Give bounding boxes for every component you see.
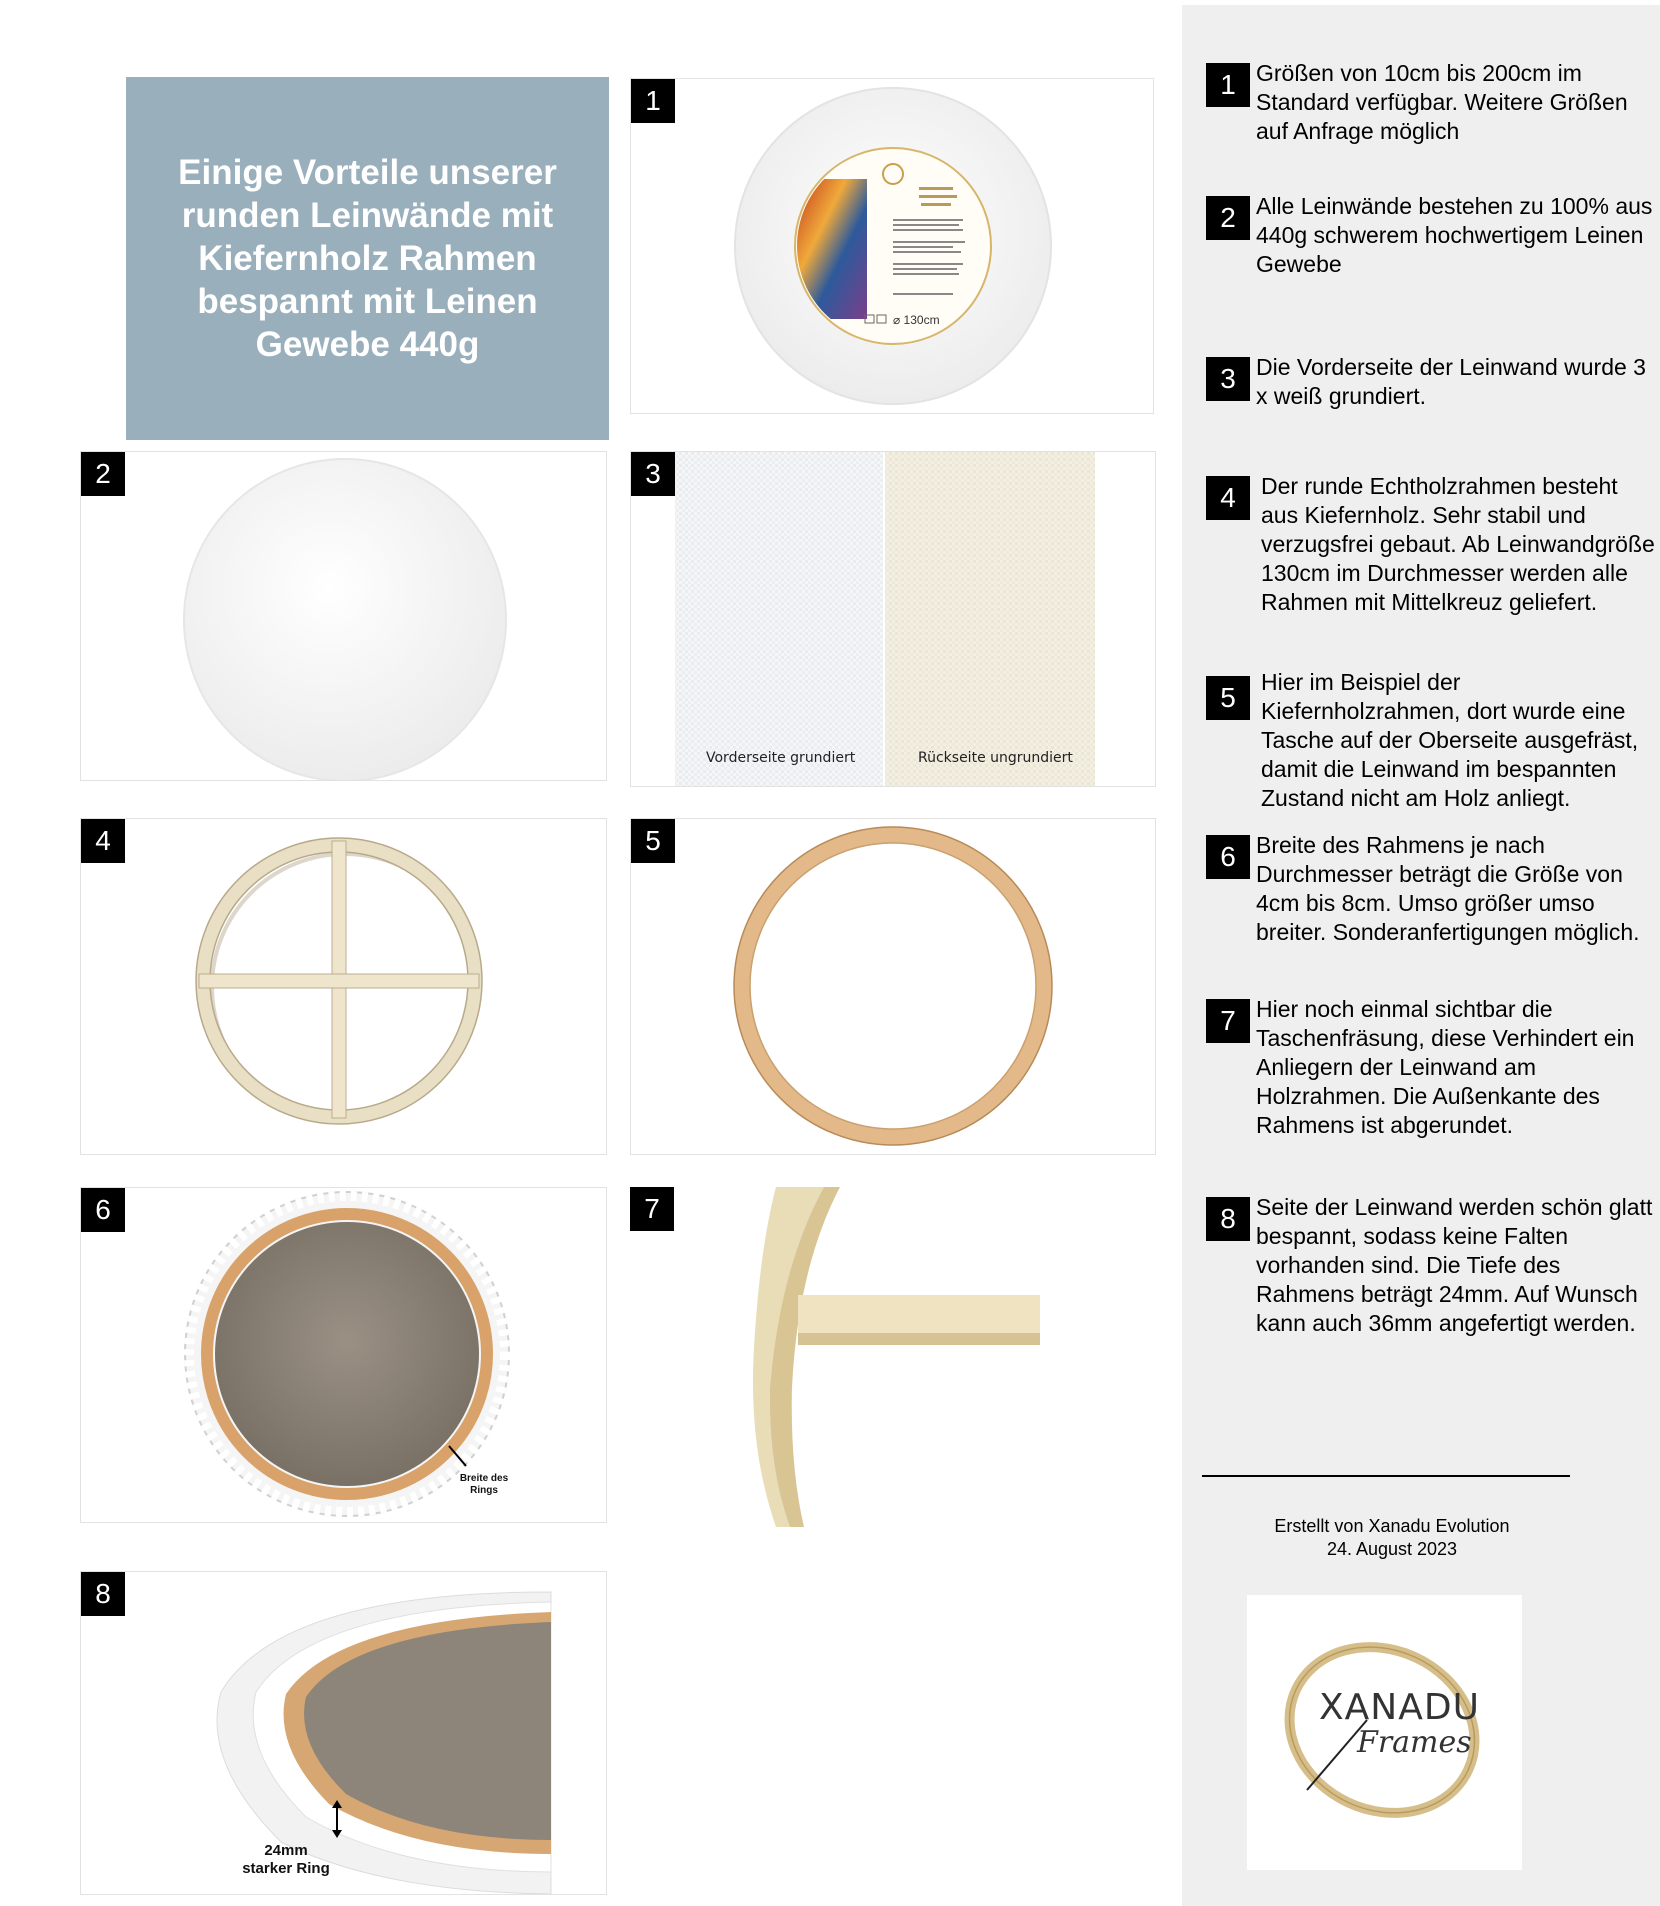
panel-4 bbox=[80, 818, 607, 1155]
panel-6 bbox=[80, 1187, 607, 1523]
sidebar-badge-8: 8 bbox=[1206, 1197, 1250, 1241]
round-canvas-front-image bbox=[81, 452, 607, 781]
sidebar-text-4: Der runde Echtholzrahmen besteht aus Kiefernholz. Sehr stabil und verzugsfrei gebaut. Ab Leinwandgröße 130cm im Durchmesser werden alle Rahmen mit Mittelkreuz geliefert. bbox=[1261, 473, 1655, 615]
created-date: 24. August 2023 bbox=[1326, 1539, 1458, 1559]
sidebar-badge-5: 5 bbox=[1206, 676, 1250, 720]
panel-2 bbox=[80, 451, 607, 781]
wooden-frame-with-cross-image bbox=[81, 819, 607, 1155]
badge-4: 4 bbox=[81, 819, 125, 863]
sidebar-badge-4: 4 bbox=[1206, 476, 1250, 520]
sidebar-text-2: Alle Leinwände bestehen zu 100% aus 440g schwerem hochwertigem Leinen Gewebe bbox=[1256, 193, 1653, 277]
intro-text: Einige Vorteile unserer runden Leinwände mit Kiefernholz Rahmen bespannt mit Leinen Gewebe 440g bbox=[178, 153, 557, 364]
badge-7: 7 bbox=[630, 1187, 674, 1231]
size-label: ⌀ 130cm bbox=[893, 313, 940, 327]
logo-script: Frames bbox=[1357, 1725, 1472, 1760]
badge-2: 2 bbox=[81, 452, 125, 496]
sidebar bbox=[1182, 5, 1660, 1906]
sidebar-text-6: Breite des Rahmens je nach Durchmesser beträgt die Größe von 4cm bis 8cm. Umso größer umso breiter. Sonderanfertigungen möglich. bbox=[1256, 832, 1640, 945]
sidebar-text-1: Größen von 10cm bis 200cm im Standard verfügbar. Weitere Größen auf Anfrage möglich bbox=[1256, 60, 1628, 144]
badge-8: 8 bbox=[81, 1572, 125, 1616]
sidebar-badge-3: 3 bbox=[1206, 357, 1250, 401]
panel-7 bbox=[630, 1187, 1040, 1527]
sidebar-text-5: Hier im Beispiel der Kiefernholzrahmen, dort wurde eine Tasche auf der Oberseite ausgefräst, damit die Leinwand im bespannten Zustand nicht am Holz anliegt. bbox=[1261, 669, 1639, 811]
sidebar-text-8: Seite der Leinwand werden schön glatt bespannt, sodass keine Falten vorhanden sind. Die Tiefe des Rahmens beträgt 24mm. Auf Wunsch kann auch 36mm angefertigt werden. bbox=[1256, 1194, 1653, 1336]
pine-wood-ring-frame-image bbox=[631, 819, 1156, 1155]
sidebar-badge-7: 7 bbox=[1206, 999, 1250, 1043]
frame-edge-closeup-image bbox=[630, 1187, 1040, 1527]
sidebar-badge-1: 1 bbox=[1206, 63, 1250, 107]
created-by: Erstellt von Xanadu Evolution bbox=[1274, 1516, 1510, 1536]
round-canvas-with-label-image bbox=[631, 79, 1154, 414]
badge-5: 5 bbox=[631, 819, 675, 863]
sidebar-badge-6: 6 bbox=[1206, 835, 1250, 879]
logo-wordmark: XANADU bbox=[1319, 1687, 1480, 1728]
caption-front-primed: Vorderseite grundiert bbox=[706, 750, 856, 766]
divider bbox=[1202, 1475, 1570, 1477]
sidebar-text-7: Hier noch einmal sichtbar die Taschenfräsung, diese Verhindert ein Anliegern der Leinwand am Holzrahmen. Die Außenkante des Rahmens ist abgerundet. bbox=[1256, 996, 1635, 1138]
caption-back-unprimed: Rückseite ungrundiert bbox=[918, 750, 1073, 766]
badge-6: 6 bbox=[81, 1188, 125, 1232]
sidebar-badge-2: 2 bbox=[1206, 196, 1250, 240]
panel-3 bbox=[630, 451, 1156, 787]
ring-width-annotation: Breite des Rings bbox=[459, 1473, 509, 1496]
sidebar-text-3: Die Vorderseite der Leinwand wurde 3 x weiß grundiert. bbox=[1256, 354, 1646, 409]
depth-annotation-line1: 24mm bbox=[264, 1842, 308, 1859]
intro-heading bbox=[126, 77, 609, 440]
xanadu-frames-logo bbox=[1247, 1595, 1522, 1870]
panel-8 bbox=[80, 1571, 607, 1895]
canvas-back-view-image bbox=[81, 1188, 607, 1523]
depth-annotation-line2: starker Ring bbox=[242, 1860, 330, 1877]
badge-1: 1 bbox=[631, 79, 675, 123]
fabric-comparison-image bbox=[631, 452, 1156, 787]
panel-1 bbox=[630, 78, 1154, 414]
badge-3: 3 bbox=[631, 452, 675, 496]
panel-5 bbox=[630, 818, 1156, 1155]
